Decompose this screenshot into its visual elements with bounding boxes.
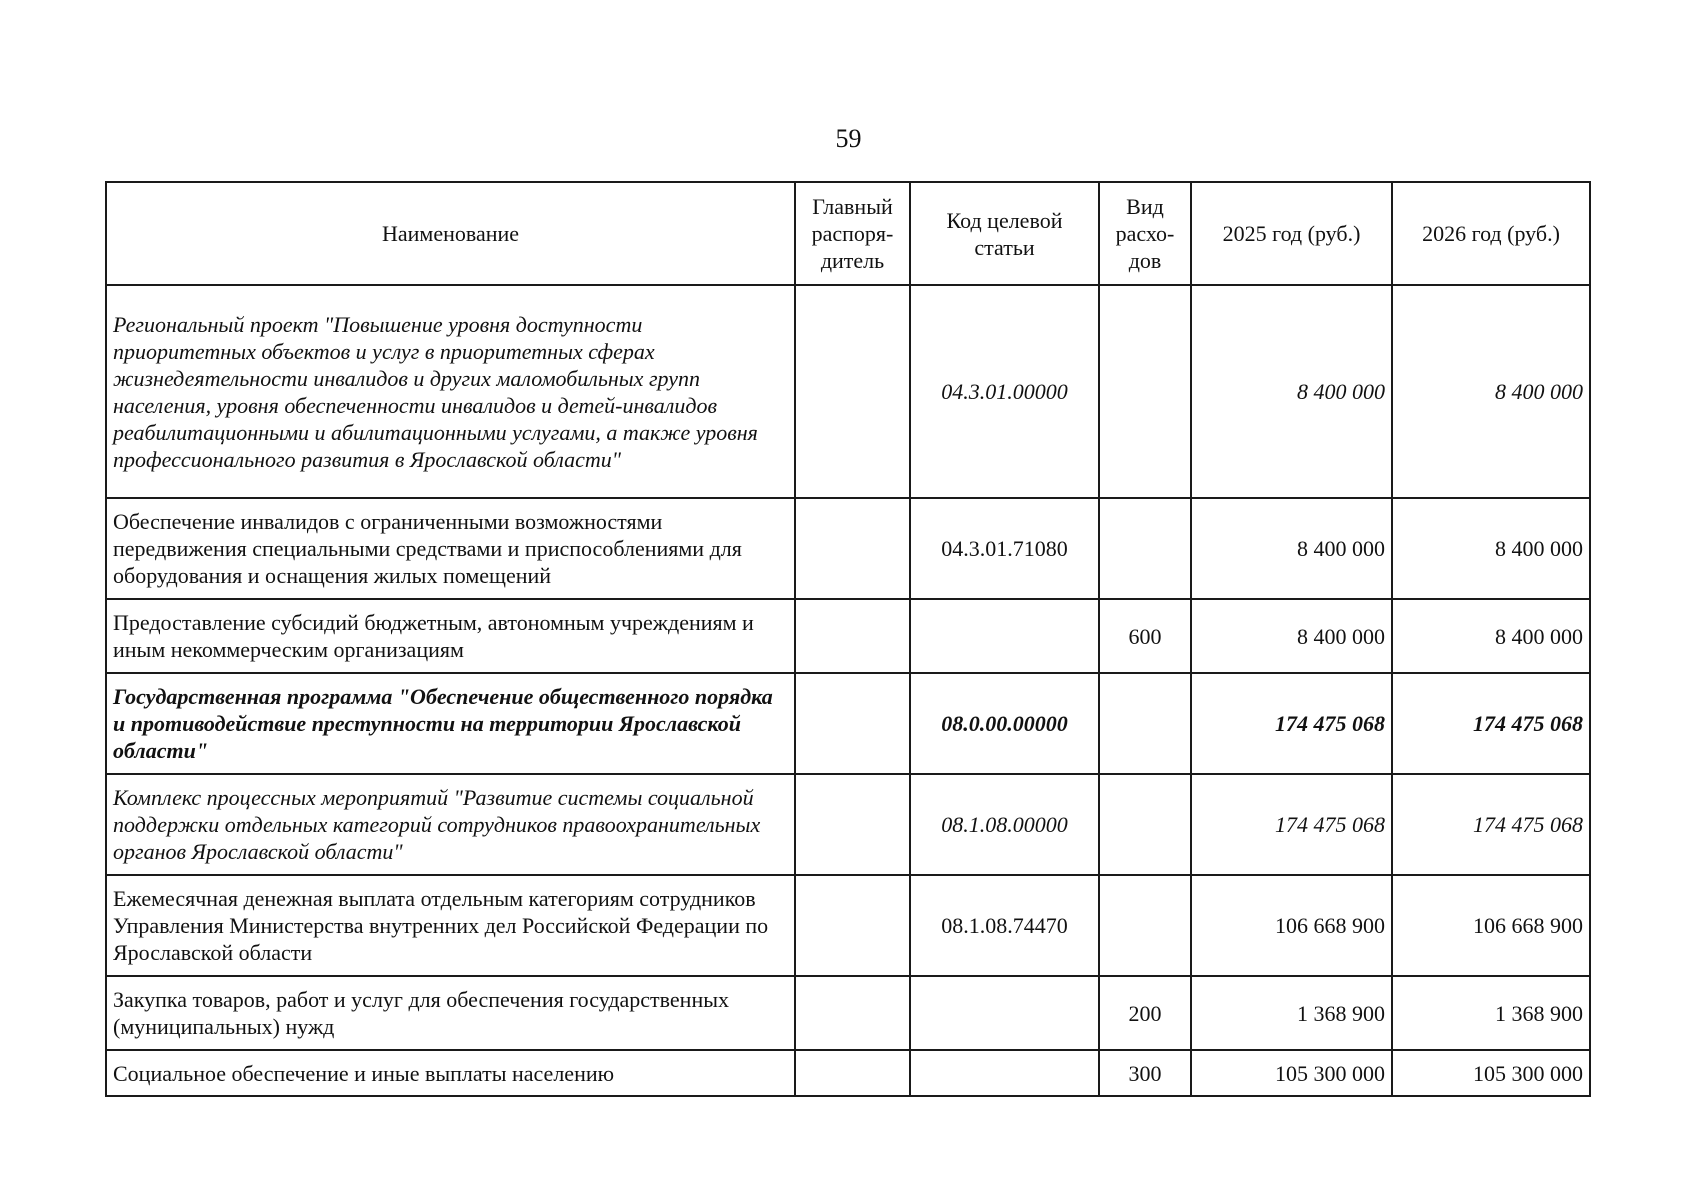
row-2026: 1 368 900 <box>1392 976 1590 1050</box>
header-expense-type: Вид расхо-дов <box>1099 182 1191 285</box>
row-chief <box>795 774 910 875</box>
row-code <box>910 599 1099 673</box>
row-code: 08.0.00.00000 <box>910 673 1099 774</box>
table-header-row <box>106 182 1590 285</box>
row-2025: 8 400 000 <box>1191 498 1392 599</box>
row-name: Комплекс процессных мероприятий "Развитие системы социальной поддержки отдельных категорий сотрудников правоохранительных органов Ярославской области" <box>106 774 795 875</box>
row-name: Ежемесячная денежная выплата отдельным категориям сотрудников Управления Министерства внутренних дел Российской Федерации по Ярославской области <box>106 875 795 976</box>
row-chief <box>795 285 910 498</box>
table-row <box>106 599 1590 673</box>
row-2025: 174 475 068 <box>1191 774 1392 875</box>
row-2025: 8 400 000 <box>1191 285 1392 498</box>
row-2025: 105 300 000 <box>1191 1050 1392 1096</box>
row-2025: 106 668 900 <box>1191 875 1392 976</box>
row-2025: 8 400 000 <box>1191 599 1392 673</box>
row-type: 600 <box>1099 599 1191 673</box>
row-chief <box>795 673 910 774</box>
table-row <box>106 498 1590 599</box>
row-type <box>1099 285 1191 498</box>
row-2026: 174 475 068 <box>1392 673 1590 774</box>
row-name: Государственная программа "Обеспечение общественного порядка и противодействие преступности на территории Ярославской области" <box>106 673 795 774</box>
row-2025: 1 368 900 <box>1191 976 1392 1050</box>
row-2026: 8 400 000 <box>1392 285 1590 498</box>
row-2025: 174 475 068 <box>1191 673 1392 774</box>
row-chief <box>795 599 910 673</box>
header-year-2026: 2026 год (руб.) <box>1392 182 1590 285</box>
row-type: 200 <box>1099 976 1191 1050</box>
row-2026: 8 400 000 <box>1392 498 1590 599</box>
row-type: 300 <box>1099 1050 1191 1096</box>
row-type <box>1099 875 1191 976</box>
budget-table <box>105 181 1591 1097</box>
row-code <box>910 976 1099 1050</box>
row-chief <box>795 498 910 599</box>
row-type <box>1099 673 1191 774</box>
row-chief <box>795 1050 910 1096</box>
row-code: 08.1.08.00000 <box>910 774 1099 875</box>
row-name: Обеспечение инвалидов с ограниченными возможностями передвижения специальными средствами и приспособлениями для оборудования и оснащения жилых помещений <box>106 498 795 599</box>
table-row <box>106 285 1590 498</box>
row-type <box>1099 498 1191 599</box>
table-row <box>106 673 1590 774</box>
row-2026: 8 400 000 <box>1392 599 1590 673</box>
row-2026: 174 475 068 <box>1392 774 1590 875</box>
table-row <box>106 774 1590 875</box>
row-code: 04.3.01.00000 <box>910 285 1099 498</box>
header-year-2025: 2025 год (руб.) <box>1191 182 1392 285</box>
row-chief <box>795 875 910 976</box>
row-code: 04.3.01.71080 <box>910 498 1099 599</box>
table-row <box>106 875 1590 976</box>
table-row <box>106 1050 1590 1096</box>
row-2026: 105 300 000 <box>1392 1050 1590 1096</box>
row-type <box>1099 774 1191 875</box>
header-name: Наименование <box>106 182 795 285</box>
table-row <box>106 976 1590 1050</box>
row-code <box>910 1050 1099 1096</box>
row-chief <box>795 976 910 1050</box>
row-code: 08.1.08.74470 <box>910 875 1099 976</box>
page-number: 59 <box>835 124 862 153</box>
header-target-code: Код целевой статьи <box>910 182 1099 285</box>
row-name: Социальное обеспечение и иные выплаты населению <box>106 1050 795 1096</box>
row-name: Закупка товаров, работ и услуг для обеспечения государственных (муниципальных) нужд <box>106 976 795 1050</box>
row-2026: 106 668 900 <box>1392 875 1590 976</box>
header-chief-administrator: Главный распоря-дитель <box>795 182 910 285</box>
row-name: Предоставление субсидий бюджетным, автономным учреждениям и иным некоммерческим организациям <box>106 599 795 673</box>
row-name: Региональный проект "Повышение уровня доступности приоритетных объектов и услуг в приоритетных сферах жизнедеятельности инвалидов и других маломобильных групп населения, уровня обеспеченности инвалидов и детей-инвалидов реабилитационными и абилитационными услугами, а также уровня профессионального развития в Ярославской области" <box>106 285 795 498</box>
